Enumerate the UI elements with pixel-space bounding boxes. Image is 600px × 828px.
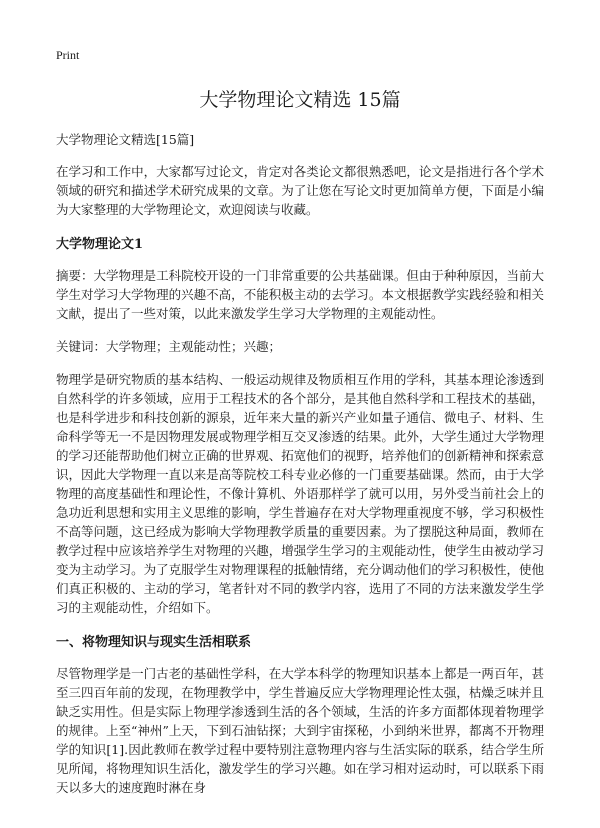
print-label: Print: [56, 48, 80, 62]
body-paragraph-2: 尽管物理学是一门古老的基础性学科，在大学本科学的物理知识基本上都是一两百年，甚至三四百年前的发现，在物理教学中，学生普遍反应大学物理理论性太强，枯燥乏味并且缺乏实用性。但是实际上物理学渗透到生活的各个领域，生活的许多方面都体现着物理学的规律。上至“神州”上天，下到石油钻探；大到宇宙探秘，小到纳米世界，都离不开物理学的知识[1].因此教师在教学过程中要特别注意物理内容与生活实际的联系，结合学生所见所闻，将物理知识生活化，激发学生的学习兴趣。如在学习相对运动时，可以联系下雨天以多大的速度跑时淋在身: [56, 666, 544, 795]
body-paragraph-1: 物理学是研究物质的基本结构、一般运动规律及物质相互作用的学科，其基本理论渗透到自然科学的许多领域，应用于工程技术的各个部分，是其他自然科学和工程技术的基础，也是科学进步和科技创新的源泉，近年来大量的新兴产业如量子通信、微电子、材料、生命科学等无一不是因物理发展或物理学相互交叉渗透的结果。此外，大学生通过大学物理的学习还能帮助他们树立正确的世界观、拓宽他们的视野，培养他们的创新精神和探索意识，因此大学物理一直以来是高等院校工科专业必修的一门重要基础课。然而，由于大学物理的高度基础性和理论性，不像计算机、外语那样学了就可以用，另外受当前社会上的急功近利思想和实用主义思维的影响，学生普遍存在对大学物理重视度不够，学习积极性不高等问题，这已经成为影响大学物理教学质量的重要因素。为了摆脱这种局面，教师在教学过程中应该培养学生对物理的兴趣，增强学生学习的主观能动性，使学生由被动学习变为主动学习。为了克服学生对物理课程的抵触情绪，充分调动他们的学习积极性，使他们真正积极的、主动的学习，笔者针对不同的教学内容，选用了不同的方法来激发学生学习的主观能动性，介绍如下。: [56, 372, 544, 615]
intro-paragraph: 在学习和工作中，大家都写过论文，肯定对各类论文都很熟悉吧，论文是指进行各个学术领域的研究和描述学术研究成果的文章。为了让您在写论文时更加简单方便，下面是小编为大家整理的大学物理论文，欢迎阅读与收藏。: [56, 164, 544, 217]
abstract-paragraph: 摘要：大学物理是工科院校开设的一门非常重要的公共基础课。但由于种种原因，当前大学生对学习大学物理的兴趣不高，不能积极主动的去学习。本文根据教学实践经验和相关文献，提出了一些对策，以此来激发学生学习大学物理的主观能动性。: [56, 268, 544, 321]
document-subtitle: 大学物理论文精选[15篇]: [56, 132, 195, 147]
document-title: 大学物理论文精选 15篇: [199, 89, 401, 111]
section-heading-2: 一、将物理知识与现实生活相联系: [56, 635, 252, 650]
keywords-paragraph: 关键词：大学物理；主观能动性；兴趣；: [56, 339, 282, 354]
section-heading-1: 大学物理论文1: [56, 237, 144, 252]
